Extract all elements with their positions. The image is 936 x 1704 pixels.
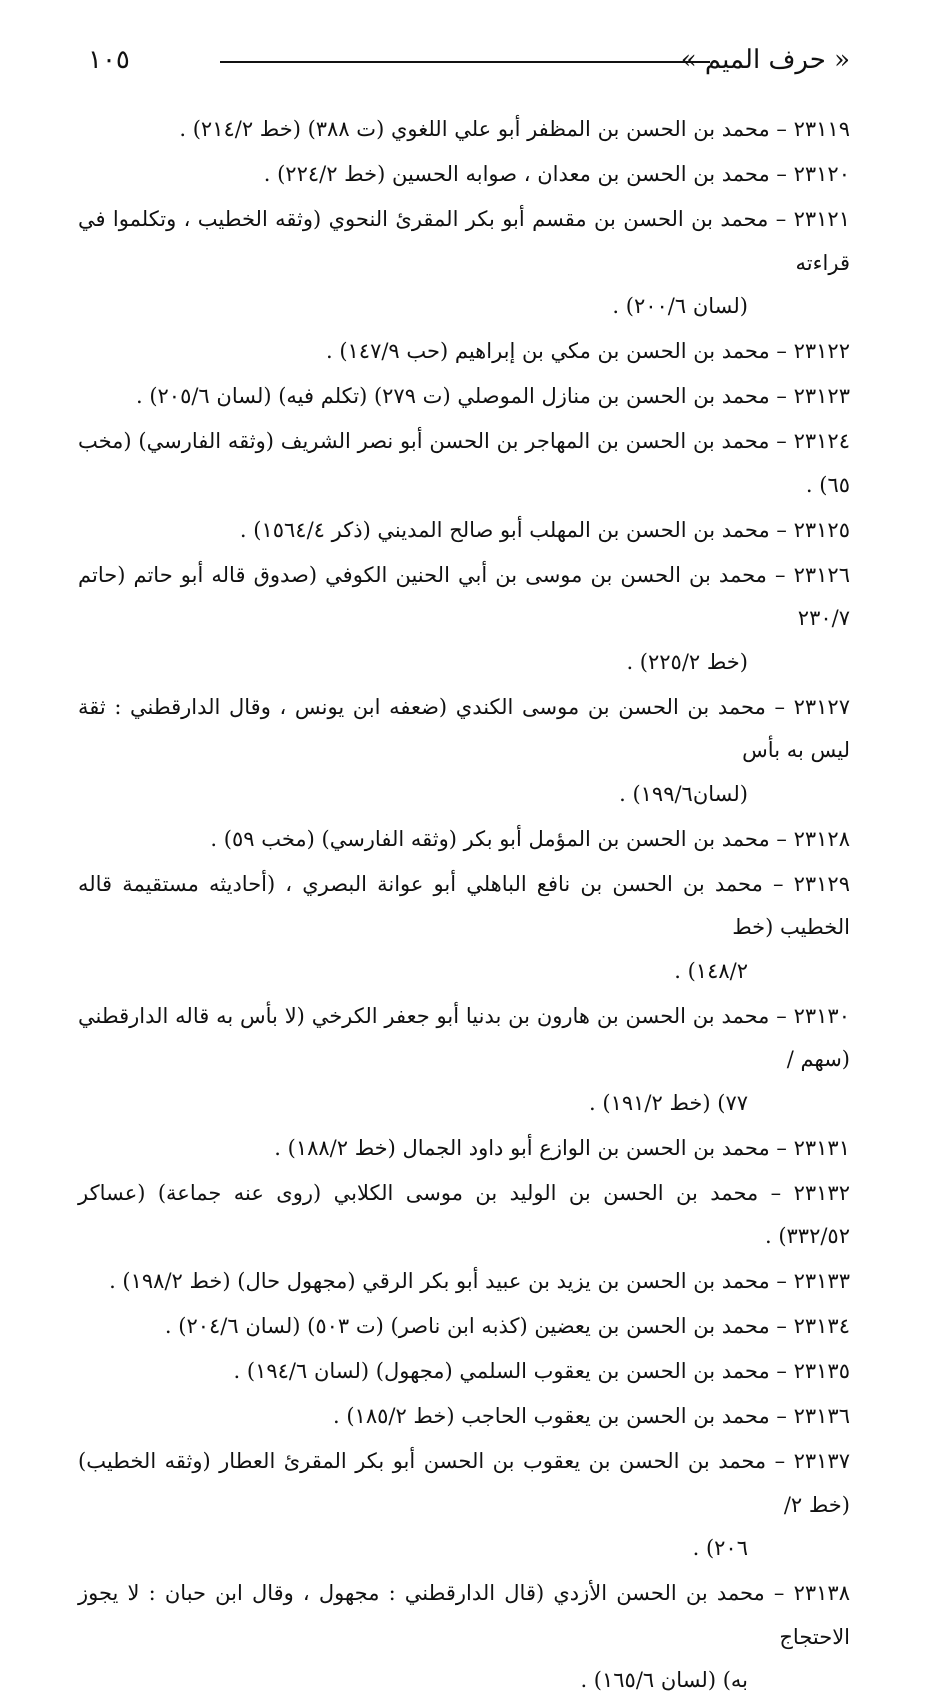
entry-number: ٢٣١٢٤ [793,429,850,453]
entry [78,420,850,507]
entry-text: – محمد بن الحسن بن يعضين (كذبه ابن ناصر) (ت ٥٠٣) (لسان ٢٠٤/٦) . [164,1314,787,1338]
entry [78,1172,850,1259]
entry-continuation: ٢٠٦) . [692,1536,748,1560]
entry [78,108,850,152]
entry-text: – محمد بن الحسن بن الوازع أبو داود الجمال (خط ١٨٨/٢) . [274,1135,787,1160]
entry-number: ٢٣١٢٥ [793,517,850,542]
entry [78,863,850,994]
entry-number: ٢٣١٣٣ [793,1269,850,1293]
entry-number: ٢٣١٢٢ [793,339,850,363]
entry-text: – محمد بن الحسن بن مكي بن إبراهيم (حب ١٤٧/٩) . [325,339,787,363]
entry [78,375,850,419]
entry [78,554,850,685]
entry [78,1305,850,1349]
entry-number: ٢٣١٣٥ [793,1359,850,1383]
entry [78,995,850,1126]
page-header [80,40,850,80]
entry-number: ٢٣١٢٧ [793,694,850,719]
entry-number: ٢٣١٢٩ [793,871,850,896]
entry-text: – محمد بن الحسن بن نافع الباهلي أبو عوانة البصري ، (أحاديثه مستقيمة قاله الخطيب (خط [78,871,850,939]
entry-continuation: به) (لسان ١٦٥/٦) . [580,1668,748,1692]
entry-text: – محمد بن الحسن بن موسى الكندي (ضعفه ابن يونس ، وقال الدارقطني : ثقة ليس به بأس [78,694,850,762]
entry-number: ٢٣١٢٦ [793,562,850,587]
entry [78,1350,850,1394]
entry-text: – محمد بن الحسن بن مقسم أبو بكر المقرئ النحوي (وثقه الخطيب ، وتكلموا في قراءته [78,207,850,275]
entry-text: – محمد بن الحسن بن المهاجر بن الحسن أبو نصر الشريف (وثقه الفارسي) (مخب ٦٥) . [78,429,850,497]
entry [78,686,850,817]
entry-number: ٢٣١٣١ [793,1135,850,1160]
entry-number: ٢٣١١٩ [793,117,850,141]
entry-text: – محمد بن الحسن بن يزيد بن عبيد أبو بكر الرقي (مجهول حال) (خط ١٩٨/٢) . [109,1269,787,1293]
entry [78,509,850,553]
entry-text: – محمد بن الحسن بن يعقوب بن الحسن أبو بكر المقرئ العطار (وثقه الخطيب) (خط ٢/ [78,1449,850,1517]
entry-number: ٢٣١٢٨ [793,826,850,851]
entry-text: – محمد بن الحسن بن المظفر أبو علي اللغوي (ت ٣٨٨) (خط ٢١٤/٢) . [179,117,787,141]
running-head: « حرف الميم » [680,45,850,75]
entry-text: – محمد بن الحسن الأزدي (قال الدارقطني : مجهول ، وقال ابن حبان : لا يجوز الاحتجاج [78,1581,850,1649]
entry [78,198,850,329]
entry [78,1260,850,1304]
entry-continuation: (لسان ٢٠٠/٦) . [612,294,748,318]
entry-number: ٢٣١٣٧ [793,1449,850,1473]
entries-list [78,108,850,1704]
entry-number: ٢٣١٣٨ [793,1581,850,1605]
header-rule [220,61,710,63]
entry-text: – محمد بن الحسن بن موسى بن أبي الحنين الكوفي (صدوق قاله أبو حاتم (حاتم ٢٣٠/٧ [78,562,850,630]
entry-continuation: (خط ٢٢٥/٢) . [626,649,748,674]
entry-continuation: ١٤٨/٢) . [674,958,748,983]
entry [78,1440,850,1571]
entry-text: – محمد بن الحسن بن يعقوب الحاجب (خط ١٨٥/٢) . [333,1404,787,1428]
entry-text: – محمد بن الحسن بن معدان ، صوابه الحسين (خط ٢٢٤/٢) . [263,162,787,186]
entry-text: – محمد بن الحسن بن هارون بن بدنيا أبو جعفر الكرخي (لا بأس به قاله الدارقطني (سهم / [78,1003,850,1071]
entry-text: – محمد بن الحسن بن منازل الموصلي (ت ٢٧٩) (تكلم فيه) (لسان ٢٠٥/٦) . [135,384,787,408]
entry [78,153,850,197]
entry-number: ٢٣١٣٤ [793,1314,850,1338]
entry [78,1572,850,1703]
entry [78,1395,850,1439]
entry [78,818,850,862]
entry-continuation: ٧٧) (خط ١٩١/٢) . [589,1090,748,1115]
entry-number: ٢٣١٣٢ [793,1180,850,1205]
entry [78,330,850,374]
entry-number: ٢٣١٢٠ [793,162,850,186]
entry-text: – محمد بن الحسن بن المؤمل أبو بكر (وثقه الفارسي) (مخب ٥٩) . [210,826,787,851]
entry-text: – محمد بن الحسن بن الوليد بن موسى الكلابي (روى عنه جماعة) (عساكر ٣٣٢/٥٢) . [78,1180,850,1248]
entry-number: ٢٣١٢٣ [793,384,850,408]
entry [78,1127,850,1171]
entry-continuation: (لسان١٩٩/٦) . [619,781,748,806]
entry-text: – محمد بن الحسن بن المهلب أبو صالح المديني (ذكر ١٥٦٤/٤) . [239,517,787,542]
entry-number: ٢٣١٣٦ [793,1404,850,1428]
entry-text: – محمد بن الحسن بن يعقوب السلمي (مجهول) (لسان ١٩٤/٦) . [233,1359,787,1383]
entry-number: ٢٣١٢١ [793,207,850,231]
page-number: ١٠٥ [88,45,130,75]
entry-number: ٢٣١٣٠ [793,1003,850,1028]
